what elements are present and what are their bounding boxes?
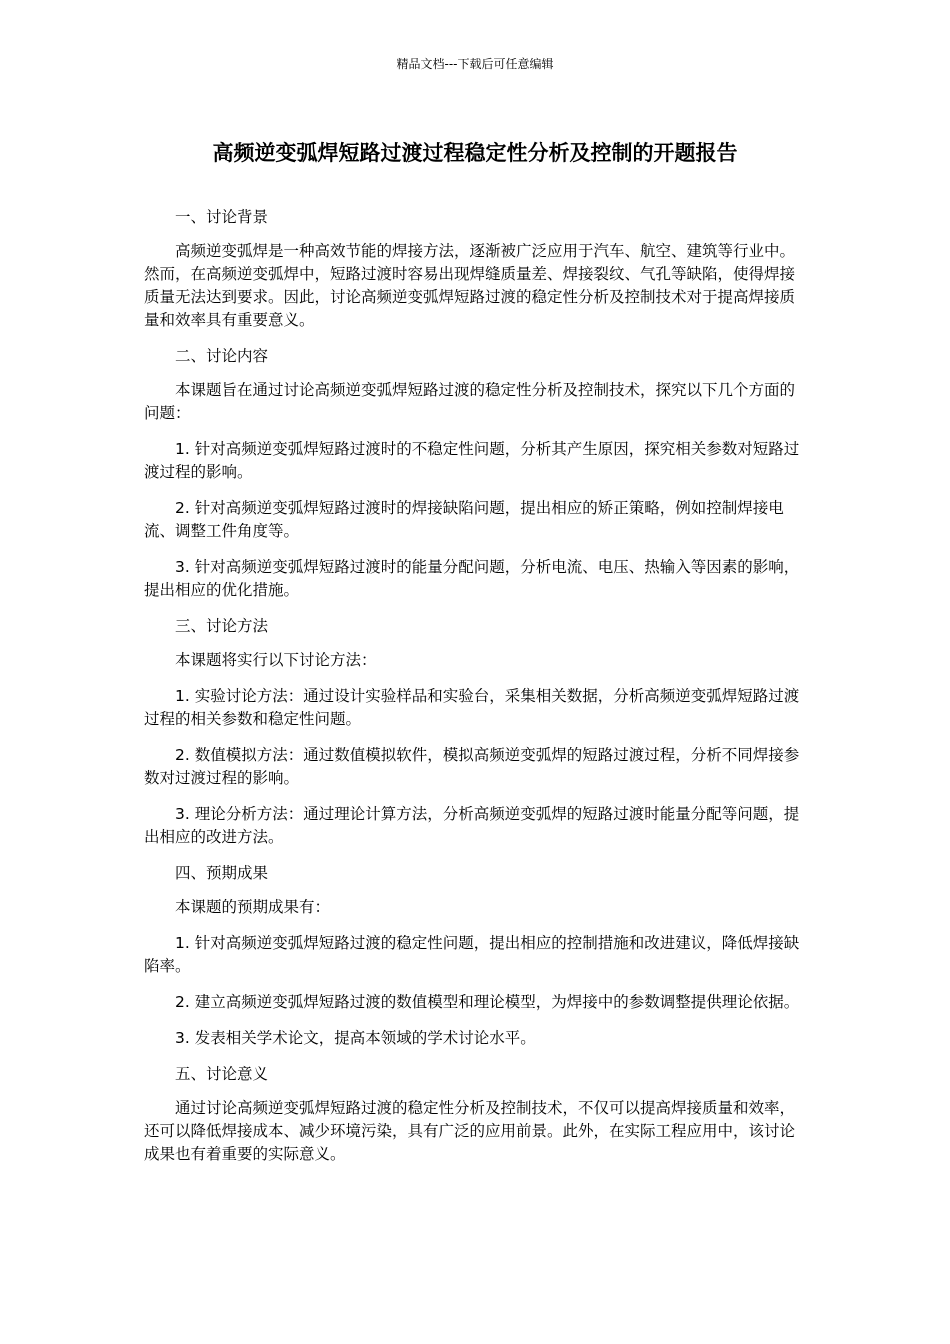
result-item-2: 2. 建立高频逆变弧焊短路过渡的数值模型和理论模型，为焊接中的参数调整提供理论依据。 xyxy=(175,993,800,1011)
content-item-3: 3. 针对高频逆变弧焊短路过渡时的能量分配问题，分析电流、电压、热输入等因素的影响，提出相应的优化措施。 xyxy=(144,558,800,599)
method-item-1: 1. 实验讨论方法：通过设计实验样品和实验台，采集相关数据，分析高频逆变弧焊短路过渡过程的相关参数和稳定性问题。 xyxy=(144,687,800,728)
paragraph-results-intro: 本课题的预期成果有： xyxy=(175,898,331,916)
section-heading-methods: 三、讨论方法 xyxy=(175,617,269,635)
section-heading-significance: 五、讨论意义 xyxy=(175,1065,269,1083)
result-item-1: 1. 针对高频逆变弧焊短路过渡的稳定性问题，提出相应的控制措施和改进建议，降低焊接缺陷率。 xyxy=(144,934,800,975)
method-item-2: 2. 数值模拟方法：通过数值模拟软件，模拟高频逆变弧焊的短路过渡过程，分析不同焊接参数对过渡过程的影响。 xyxy=(144,746,800,787)
section-heading-background: 一、讨论背景 xyxy=(175,208,269,226)
method-item-3: 3. 理论分析方法：通过理论计算方法，分析高频逆变弧焊的短路过渡时能量分配等问题，提出相应的改进方法。 xyxy=(144,805,800,846)
page-header-note: 精品文档---下载后可任意编辑 xyxy=(396,57,554,71)
section-heading-content: 二、讨论内容 xyxy=(175,347,269,365)
document-body xyxy=(144,206,806,1179)
paragraph-methods-intro: 本课题将实行以下讨论方法： xyxy=(175,651,377,669)
content-item-2: 2. 针对高频逆变弧焊短路过渡时的焊接缺陷问题，提出相应的矫正策略，例如控制焊接电流、调整工件角度等。 xyxy=(144,499,784,540)
paragraph-background: 高频逆变弧焊是一种高效节能的焊接方法，逐渐被广泛应用于汽车、航空、建筑等行业中。然而，在高频逆变弧焊中，短路过渡时容易出现焊缝质量差、焊接裂纹、气孔等缺陷，使得焊接质量无法达到要求。因此，讨论高频逆变弧焊短路过渡的稳定性分析及控制技术对于提高焊接质量和效率具有重要意义。 xyxy=(144,242,796,329)
paragraph-content-intro: 本课题旨在通过讨论高频逆变弧焊短路过渡的稳定性分析及控制技术，探究以下几个方面的问题： xyxy=(144,381,796,422)
document-title: 高频逆变弧焊短路过渡过程稳定性分析及控制的开题报告 xyxy=(212,141,738,165)
content-item-1: 1. 针对高频逆变弧焊短路过渡时的不稳定性问题，分析其产生原因，探究相关参数对短路过渡过程的影响。 xyxy=(144,440,800,481)
paragraph-significance: 通过讨论高频逆变弧焊短路过渡的稳定性分析及控制技术，不仅可以提高焊接质量和效率，还可以降低焊接成本、减少环境污染，具有广泛的应用前景。此外，在实际工程应用中，该讨论成果也有着重要的实际意义。 xyxy=(144,1099,796,1163)
result-item-3: 3. 发表相关学术论文，提高本领域的学术讨论水平。 xyxy=(175,1029,536,1047)
section-heading-results: 四、预期成果 xyxy=(175,864,269,882)
